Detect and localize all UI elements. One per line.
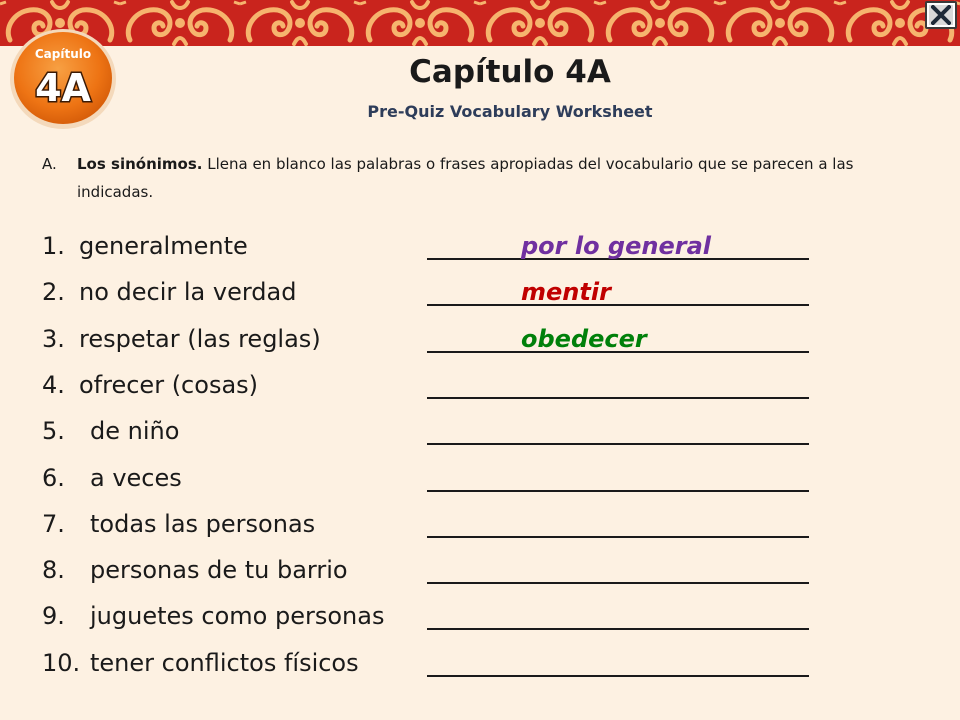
item-number: 4. <box>42 370 65 399</box>
item-number: 2. <box>42 278 65 307</box>
item-term: generalmente <box>79 232 248 260</box>
answer-blank[interactable] <box>427 490 809 492</box>
instructions <box>77 150 897 206</box>
answer-blank[interactable] <box>427 628 809 630</box>
vocabulary-item <box>0 462 960 506</box>
answer-blank[interactable] <box>427 675 809 677</box>
badge-chapter-number: 4A <box>35 66 91 110</box>
item-term: personas de tu barrio <box>90 556 348 585</box>
vocabulary-item <box>0 647 960 691</box>
item-term: no decir la verdad <box>79 278 297 307</box>
instructions-heading: Los sinónimos. <box>77 155 203 173</box>
vocabulary-item <box>0 323 960 367</box>
chapter-badge <box>9 28 117 130</box>
item-number: 3. <box>42 324 65 353</box>
close-button[interactable] <box>925 1 957 29</box>
item-term: todas las personas <box>90 509 316 538</box>
item-answer: mentir <box>521 278 611 307</box>
answer-blank[interactable] <box>427 443 809 445</box>
item-term: respetar (las reglas) <box>79 324 321 353</box>
ornamental-banner <box>0 0 960 46</box>
item-number: 7. <box>42 509 65 538</box>
vocabulary-item <box>0 230 960 274</box>
section-letter: A. <box>42 155 57 173</box>
item-term: juguetes como personas <box>90 602 385 631</box>
answer-blank[interactable] <box>427 582 809 584</box>
item-number: 1. <box>42 232 65 260</box>
vocabulary-item <box>0 600 960 644</box>
item-number: 10. <box>42 648 81 677</box>
item-term: de niño <box>90 417 180 446</box>
item-number: 6. <box>42 463 65 492</box>
item-answer: por lo general <box>521 232 712 260</box>
item-number: 8. <box>42 556 65 585</box>
instructions-text: Llena en blanco las palabras o frases apropiadas del vocabulario que se parecen a las indicadas. <box>77 155 854 201</box>
vocabulary-item <box>0 508 960 552</box>
vocabulary-item <box>0 276 960 320</box>
item-number: 9. <box>42 602 65 631</box>
item-term: a veces <box>90 463 182 492</box>
item-answer: obedecer <box>521 324 647 353</box>
item-term: tener conflictos físicos <box>90 648 359 677</box>
close-icon <box>931 5 951 25</box>
badge-label: Capítulo <box>34 47 92 61</box>
page-subtitle: Pre-Quiz Vocabulary Worksheet <box>367 102 653 121</box>
answer-blank[interactable] <box>427 536 809 538</box>
vocabulary-item <box>0 554 960 598</box>
item-number: 5. <box>42 417 65 446</box>
item-term: ofrecer (cosas) <box>79 370 259 399</box>
vocabulary-item <box>0 415 960 459</box>
vocabulary-item <box>0 369 960 413</box>
page-title: Capítulo 4A <box>409 54 611 90</box>
answer-blank[interactable] <box>427 397 809 399</box>
ornament-pattern-icon <box>0 0 960 46</box>
answer-blank[interactable] <box>427 304 809 306</box>
